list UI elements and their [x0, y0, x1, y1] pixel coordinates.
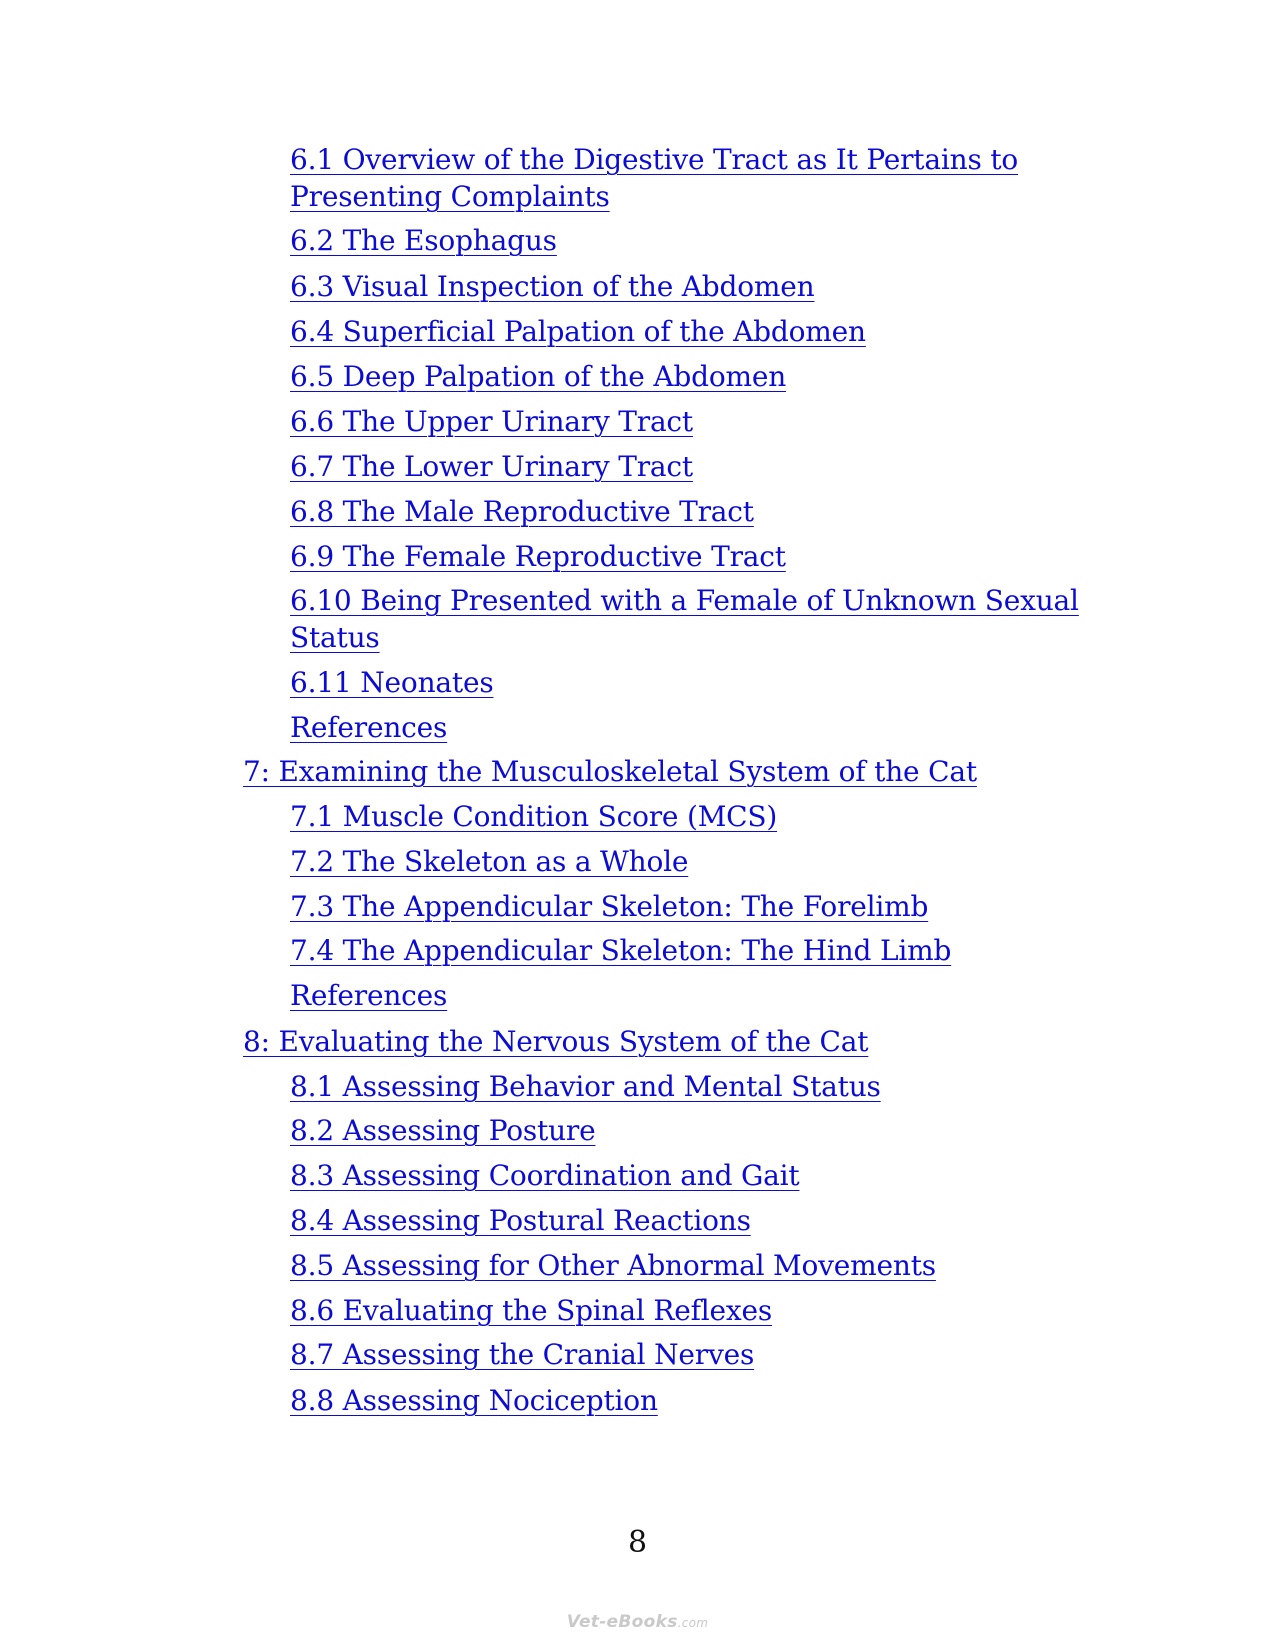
toc-entry-6-1[interactable]: 6.1 Overview of the Digestive Tract as It Pertains to Presenting Complaints [290, 143, 1019, 213]
toc-entry-chapter-7[interactable]: 7: Examining the Musculoskeletal System of the Cat [243, 755, 977, 788]
toc-entry-6-6[interactable]: 6.6 The Upper Urinary Tract [290, 405, 693, 438]
page-number: 8 [627, 1525, 648, 1560]
toc-entry-8-6[interactable]: 8.6 Evaluating the Spinal Reflexes [290, 1294, 772, 1327]
toc-entry-6-4[interactable]: 6.4 Superficial Palpation of the Abdomen [290, 315, 866, 348]
toc-entry-8-1[interactable]: 8.1 Assessing Behavior and Mental Status [290, 1070, 881, 1103]
toc-entry-6-11[interactable]: 6.11 Neonates [290, 666, 494, 699]
watermark-suffix: .com [677, 1616, 709, 1630]
toc-entry-chapter-8[interactable]: 8: Evaluating the Nervous System of the Cat [243, 1025, 869, 1058]
toc-entry-7-2[interactable]: 7.2 The Skeleton as a Whole [290, 845, 689, 878]
watermark-main: Vet-eBooks [566, 1612, 678, 1632]
toc-entry-8-3[interactable]: 8.3 Assessing Coordination and Gait [290, 1159, 800, 1192]
toc-entry-7-1[interactable]: 7.1 Muscle Condition Score (MCS) [290, 800, 778, 833]
toc-entry-8-7[interactable]: 8.7 Assessing the Cranial Nerves [290, 1338, 755, 1371]
toc-entry-6-7[interactable]: 6.7 The Lower Urinary Tract [290, 450, 693, 483]
toc-entry-8-2[interactable]: 8.2 Assessing Posture [290, 1114, 596, 1147]
toc-entry-6-3[interactable]: 6.3 Visual Inspection of the Abdomen [290, 270, 815, 303]
toc-entry-8-5[interactable]: 8.5 Assessing for Other Abnormal Movements [290, 1249, 936, 1282]
toc-entry-6-2[interactable]: 6.2 The Esophagus [290, 224, 557, 257]
toc-entry-6-8[interactable]: 6.8 The Male Reproductive Tract [290, 495, 754, 528]
toc-entry-8-4[interactable]: 8.4 Assessing Postural Reactions [290, 1204, 751, 1237]
toc-entry-7-3[interactable]: 7.3 The Appendicular Skeleton: The Forelimb [290, 890, 929, 923]
toc-entry-references-ch7[interactable]: References [290, 979, 448, 1012]
toc-entry-references-ch6[interactable]: References [290, 711, 448, 744]
watermark-logo [0, 1612, 1275, 1632]
toc-entry-6-5[interactable]: 6.5 Deep Palpation of the Abdomen [290, 360, 787, 393]
toc-entry-6-10[interactable]: 6.10 Being Presented with a Female of Unknown Sexual Status [290, 584, 1079, 654]
toc-entry-7-4[interactable]: 7.4 The Appendicular Skeleton: The Hind Limb [290, 934, 952, 967]
toc-entry-8-8[interactable]: 8.8 Assessing Nociception [290, 1384, 658, 1417]
toc-entry-6-9[interactable]: 6.9 The Female Reproductive Tract [290, 540, 786, 573]
